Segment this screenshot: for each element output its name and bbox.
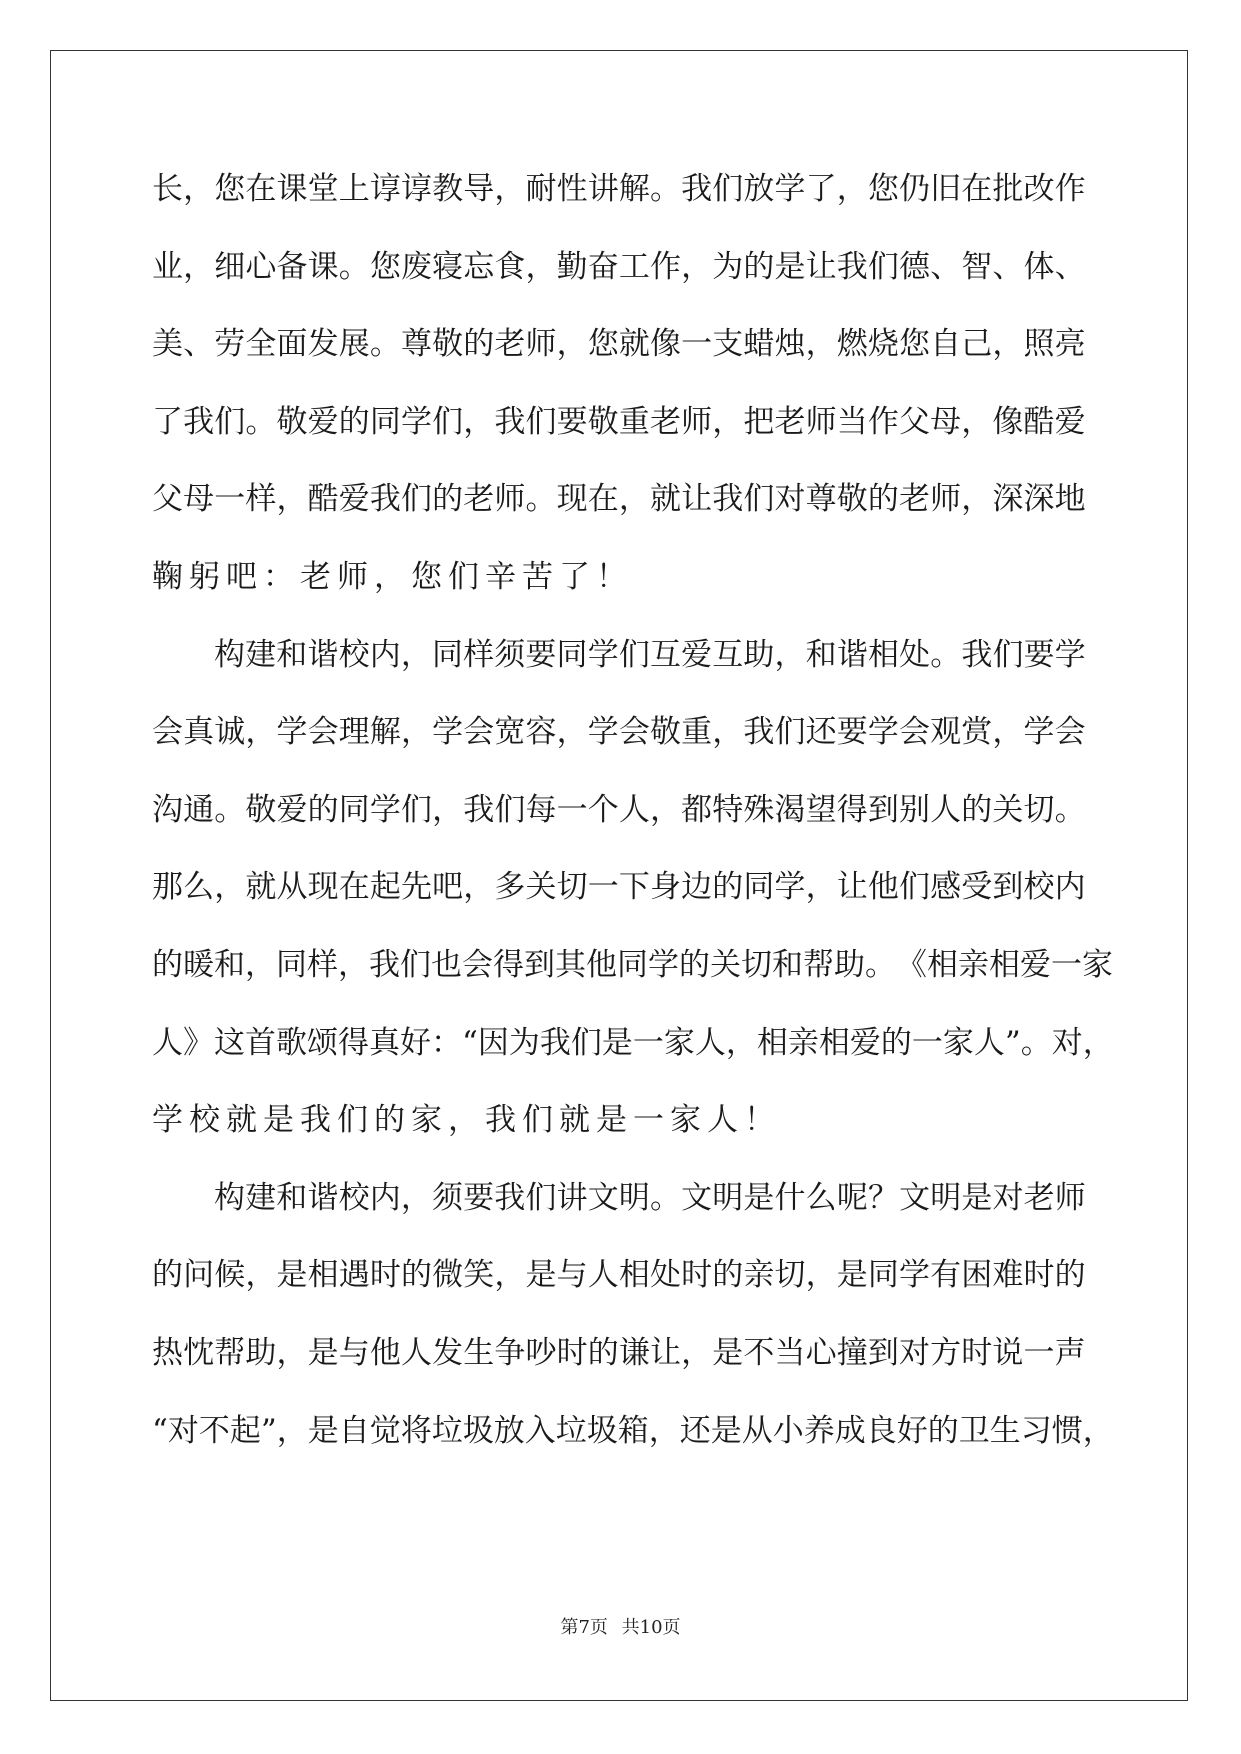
text-line: “ 对 不 起 ” ， 是 自 觉 将 垃 圾 放 入 垃 圾 箱 ， 还 是 从 小 养 成 良 好 的 卫 生 习 惯 ，	[152, 1412, 1114, 1449]
text-line: 构 建 和 谐 校 内 ， 同 样 须 要 同 学 们 互 爱 互 助 ， 和 谐 相 处 。 我 们 要 学	[214, 636, 1086, 673]
text-line: 了 我 们 。 敬 爱 的 同 学 们 ， 我 们 要 敬 重 老 师 ， 把 老 师 当 作 父 母 ， 像 酷 爱	[152, 403, 1086, 440]
text-line: 会 真 诚 ， 学 会 理 解 ， 学 会 宽 容 ， 学 会 敬 重 ， 我 们 还 要 学 会 观 赏 ， 学 会	[152, 714, 1086, 751]
text-line: 鞠躬吧：老师，您们辛苦了！	[152, 558, 633, 595]
text-line: 美 、 劳 全 面 发 展 。 尊 敬 的 老 师 ， 您 就 像 一 支 蜡 烛 ， 燃 烧 您 自 己 ， 照 亮	[152, 326, 1086, 363]
text-line: 的 暖 和 ， 同 样 ， 我 们 也 会 得 到 其 他 同 学 的 关 切 和 帮 助 。 《 相 亲 相 爱 一 家	[152, 946, 1113, 983]
text-line: 热 忱 帮 助 ， 是 与 他 人 发 生 争 吵 时 的 谦 让 ， 是 不 当 心 撞 到 对 方 时 说 一 声	[152, 1334, 1086, 1371]
page-total: 共10页	[621, 1617, 681, 1638]
text-line: 沟 通 。 敬 爱 的 同 学 们 ， 我 们 每 一 个 人 ， 都 特 殊 渴 望 得 到 别 人 的 关 切 。	[152, 791, 1086, 828]
text-line: 的 问 候 ， 是 相 遇 时 的 微 笑 ， 是 与 人 相 处 时 的 亲 切 ， 是 同 学 有 困 难 时 的	[152, 1257, 1086, 1294]
document-body	[152, 164, 1114, 1483]
text-line: 学校就是我们的家，我们就是一家人！	[152, 1102, 781, 1139]
text-line: 长 ， 您 在 课 堂 上 谆 谆 教 导 ， 耐 性 讲 解 。 我 们 放 学 了 ， 您 仍 旧 在 批 改 作	[152, 171, 1086, 207]
text-line: 人 》 这 首 歌 颂 得 真 好 ： “ 因 为 我 们 是 一 家 人 ， 相 亲 相 爱 的 一 家 人 ” 。 对 ，	[152, 1024, 1114, 1061]
text-line: 那 么 ， 就 从 现 在 起 先 吧 ， 多 关 切 一 下 身 边 的 同 学 ， 让 他 们 感 受 到 校 内	[152, 869, 1086, 906]
page-footer	[0, 1613, 1241, 1639]
page-number: 第7页	[560, 1617, 608, 1638]
text-line: 业 ， 细 心 备 课 。 您 废 寝 忘 食 ， 勤 奋 工 作 ， 为 的 是 让 我 们 德 、 智 、 体 、	[152, 248, 1086, 285]
text-line: 构 建 和 谐 校 内 ， 须 要 我 们 讲 文 明 。 文 明 是 什 么 呢 ？ 文 明 是 对 老 师	[214, 1179, 1086, 1216]
text-line: 父 母 一 样 ， 酷 爱 我 们 的 老 师 。 现 在 ， 就 让 我 们 对 尊 敬 的 老 师 ， 深 深 地	[152, 481, 1086, 518]
